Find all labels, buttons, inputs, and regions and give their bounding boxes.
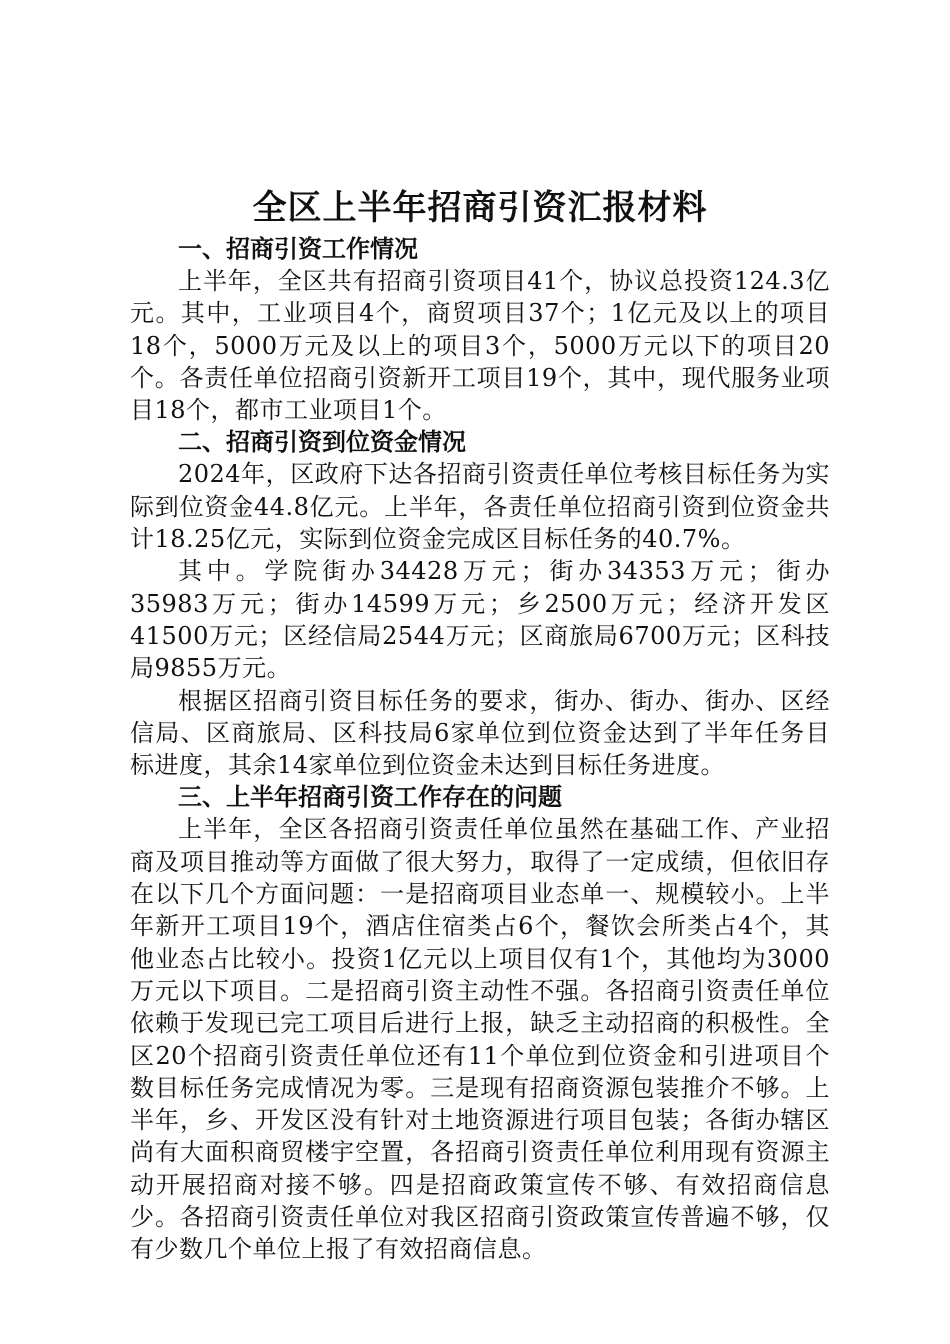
section-2-paragraph-1: 2024年，区政府下达各招商引资责任单位考核目标任务为实际到位资金44.8亿元。上半年，各责任单位招商引资到位资金共计18.25亿元，实际到位资金完成区目标任务的40.7%。 [130, 460, 830, 554]
section-heading-1: 一、招商引资工作情况 [178, 235, 418, 263]
section-heading-2: 二、招商引资到位资金情况 [178, 428, 466, 457]
section-2-paragraph-3: 根据区招商引资目标任务的要求，街办、街办、街办、区经信局、区商旅局、区科技局6家单位到位资金达到了半年任务目标进度，其余14家单位到位资金未达到目标任务进度。 [130, 686, 830, 780]
document-title: 全区上半年招商引资汇报材料 [252, 188, 708, 228]
section-1-paragraph-1: 上半年，全区共有招商引资项目41个，协议总投资124.3亿元。其中，工业项目4个，商贸项目37个；1亿元及以上的项目18个，5000万元及以上的项目3个，5000万元以下的项目20个。各责任单位招商引资新开工项目19个，其中，现代服务业项目18个，都市工业项目1个。 [130, 267, 830, 425]
section-heading-3: 三、上半年招商引资工作存在的问题 [178, 783, 562, 812]
document-page [130, 183, 830, 1266]
section-2-paragraph-2: 其中。学院街办34428万元；街办34353万元；街办35983万元；街办14599万元；乡2500万元；经济开发区41500万元；区经信局2544万元；区商旅局6700万元；区科技局9855万元。 [130, 557, 830, 683]
section-3-paragraph-1: 上半年，全区各招商引资责任单位虽然在基础工作、产业招商及项目推动等方面做了很大努力，取得了一定成绩，但依旧存在以下几个方面问题：一是招商项目业态单一、规模较小。上半年新开工项目19个，酒店住宿类占6个，餐饮会所类占4个，其他业态占比较小。投资1亿元以上项目仅有1个，其他均为3000万元以下项目。二是招商引资主动性不强。各招商引资责任单位依赖于发现已完工项目后进行上报，缺乏主动招商的积极性。全区20个招商引资责任单位还有11个单位到位资金和引进项目个数目标任务完成情况为零。三是现有招商资源包装推介不够。上半年，乡、开发区没有针对土地资源进行项目包装；各街办辖区尚有大面积商贸楼宇空置，各招商引资责任单位利用现有资源主动开展招商对接不够。四是招商政策宣传不够、有效招商信息少。各招商引资责任单位对我区招商引资政策宣传普遍不够，仅有少数几个单位上报了有效招商信息。 [130, 815, 830, 1264]
